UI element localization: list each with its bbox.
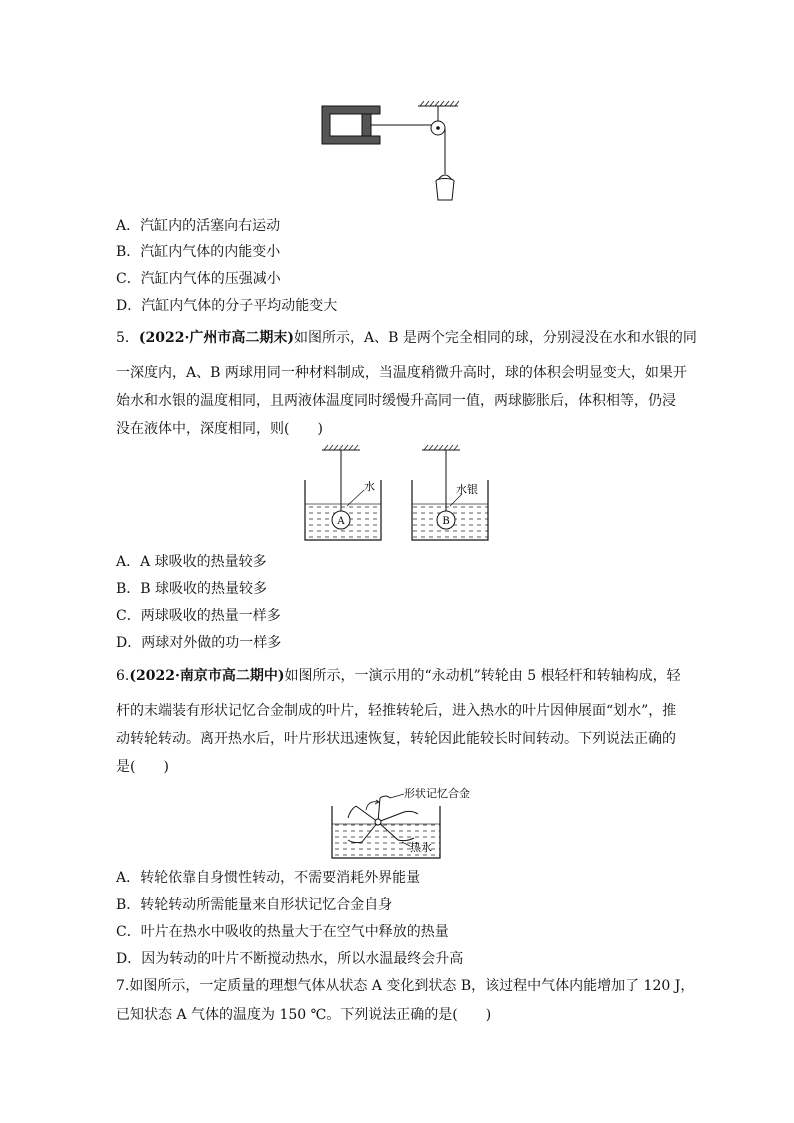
water-container [305, 479, 381, 540]
q5-stem-line-2: 一深度内，A、B 两球用同一种材料制成，当温度稍微升高时，球的体积会明显变大，如果开 [116, 365, 687, 381]
q5-stem-line-4: 没在液体中，深度相同，则( ) [116, 421, 323, 437]
q5-source: (2022·广州市高二期末) [138, 330, 295, 346]
q6-option-c: C．叶片在热水中吸收的热量大于在空气中释放的热量 [116, 924, 449, 940]
q5-option-c: C．两球吸收的热量一样多 [116, 608, 281, 624]
two-containers-figure [300, 444, 500, 546]
q5-stem-line-3: 始水和水银的温度相同，且两液体温度同时缓慢升高同一值，两球膨胀后，体积相等，仍浸 [116, 393, 676, 409]
q4-option-a: A．汽缸内的活塞向右运动 [116, 218, 281, 234]
q4-option-d: D．汽缸内气体的分子平均动能变大 [116, 298, 338, 314]
alloy-label: 形状记忆合金 [404, 787, 470, 800]
q6-source: (2022·南京市高二期中) [129, 668, 285, 684]
q5-option-d: D．两球对外做的功一样多 [116, 635, 282, 651]
cylinder-pulley-figure [318, 96, 468, 208]
q4-option-b: B．汽缸内气体的内能变小 [116, 244, 281, 260]
q7-stem-line-1: 7.如图所示，一定质量的理想气体从状态 A 变化到状态 B，该过程中气体内能增加了 120 J， [116, 978, 695, 994]
water-label: 水 [364, 480, 375, 493]
piston [362, 114, 371, 136]
ball-a-label: A [337, 516, 345, 527]
hot-water-label: 热水 [410, 841, 432, 854]
q6-stem-line-3: 动转轮转动。离开热水后，叶片形状迅速恢复，转轮因此能较长时间转动。下列说法正确的 [116, 731, 676, 747]
q6-option-a: A．转轮依靠自身惯性转动，不需要消耗外界能量 [116, 870, 421, 886]
mercury-label: 水银 [456, 483, 478, 496]
q5-stem-line-1: 5．(2022·广州市高二期末)如图所示，A、B 是两个完全相同的球，分别浸没在水和水银的同 [116, 330, 697, 346]
mercury-container [412, 480, 488, 540]
q6-stem-line-2: 杆的末端装有形状记忆合金制成的叶片，轻推转轮后，进入热水的叶片因伸展面“划水”，推 [116, 703, 677, 719]
ball-b-label: B [442, 516, 450, 527]
q7-stem-line-2: 已知状态 A 气体的温度为 150 ℃。下列说法正确的是( ) [116, 1007, 492, 1023]
bucket [436, 175, 454, 200]
q6-option-b: B．转轮转动所需能量来自形状记忆合金自身 [116, 897, 393, 913]
q5-option-b: B．B 球吸收的热量较多 [116, 581, 268, 597]
q6-stem-line-1: 6.(2022·南京市高二期中)如图所示，一演示用的“永动机”转轮由 5 根轻杆和转轴构成，轻 [116, 668, 681, 684]
wheel-figure [326, 780, 470, 864]
q5-option-a: A．A 球吸收的热量较多 [116, 554, 267, 570]
q4-option-c: C．汽缸内气体的压强减小 [116, 271, 281, 287]
q6-option-d: D．因为转动的叶片不断搅动热水，所以水温最终会升高 [116, 951, 464, 967]
q6-stem-line-4: 是( ) [116, 759, 169, 775]
